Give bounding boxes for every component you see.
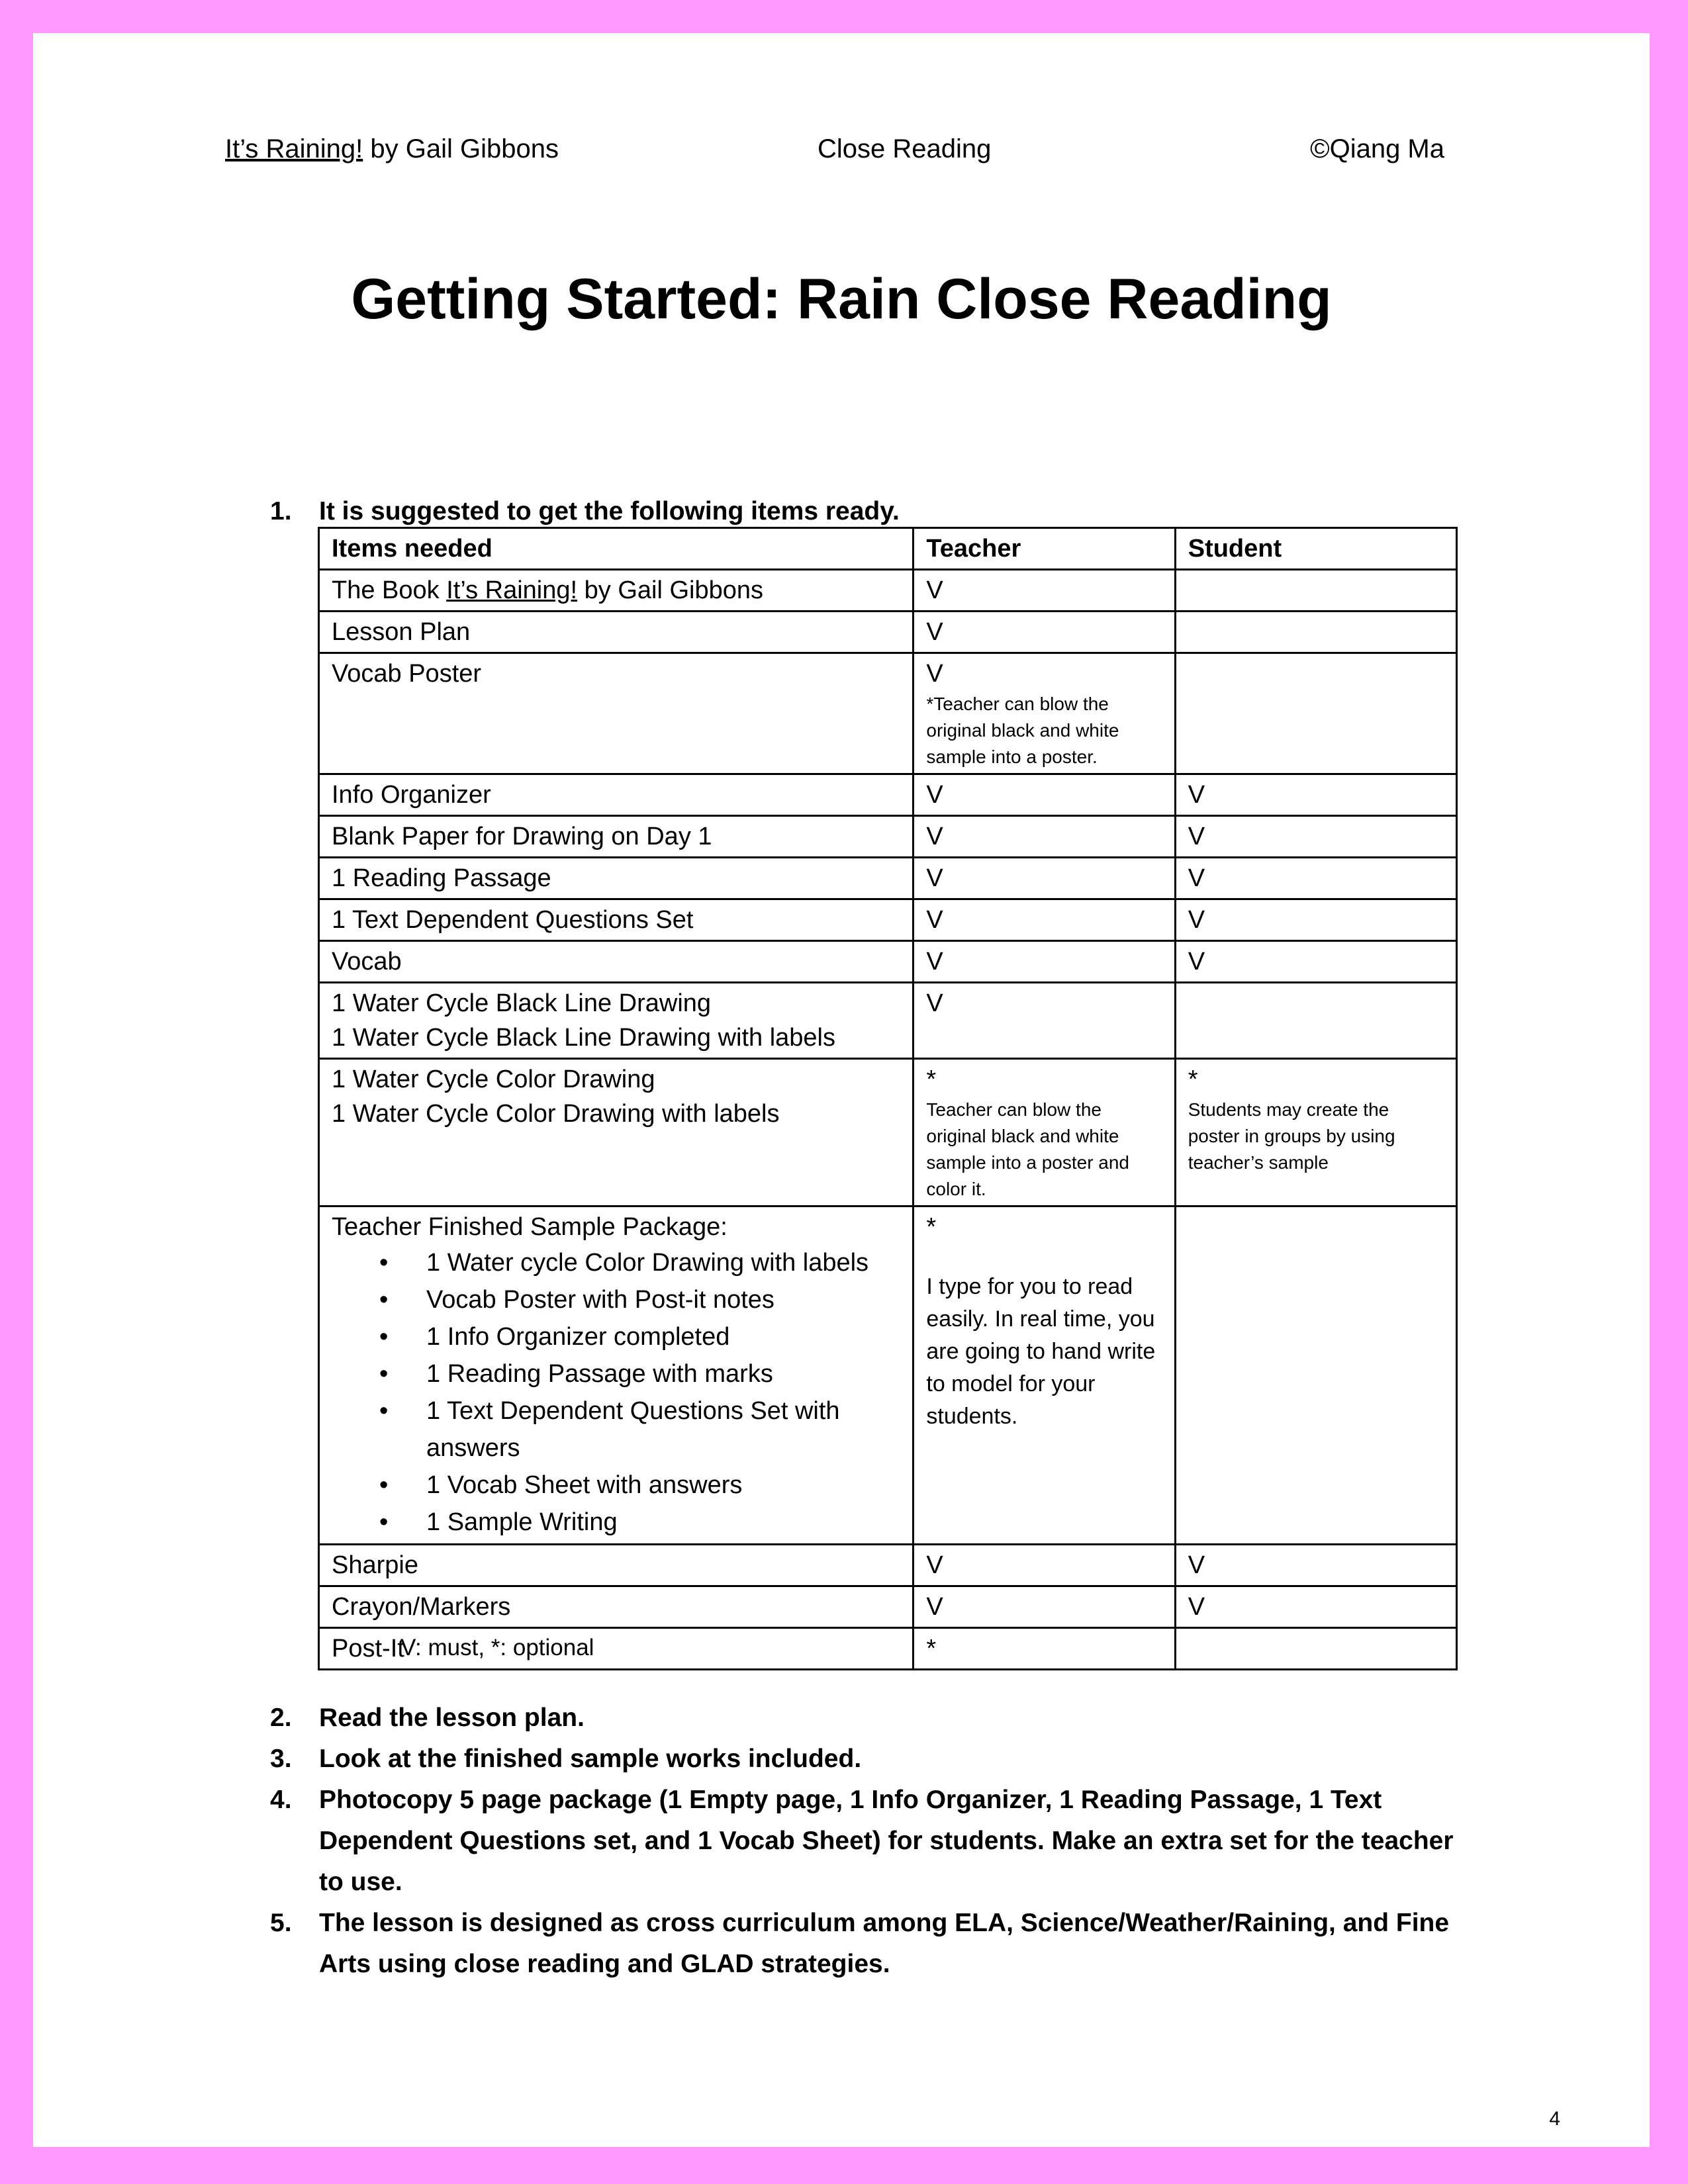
item-cell: 1 Reading Passage	[319, 858, 914, 899]
step-5	[270, 1903, 1495, 1985]
step-2	[270, 1698, 1495, 1739]
header-copyright: ©Qiang Ma	[1310, 134, 1444, 163]
student-cell	[1175, 1628, 1456, 1670]
teacher-cell: V	[914, 570, 1175, 612]
student-cell: V	[1175, 774, 1456, 816]
teacher-cell: V	[914, 774, 1175, 816]
student-cell: V	[1175, 816, 1456, 858]
teacher-cell: V	[914, 1545, 1175, 1586]
teacher-cell	[914, 1059, 1175, 1206]
table-row	[319, 1206, 1457, 1545]
bullet-icon: •	[379, 1471, 389, 1499]
student-cell	[1175, 1059, 1456, 1206]
item-cell: Sharpie	[319, 1545, 914, 1586]
item-line: 1 Water Cycle Color Drawing with labels	[332, 1100, 780, 1128]
step-text: Look at the finished sample works included.	[319, 1745, 862, 1773]
bullet-icon: •	[379, 1286, 389, 1314]
steps-list	[270, 1698, 1495, 1985]
list-item-text: 1 Text Dependent Questions Set with answers	[426, 1397, 840, 1462]
header-book-author: by Gail Gibbons	[363, 134, 559, 163]
step-text: It is suggested to get the following items ready.	[319, 497, 900, 525]
items-table	[318, 527, 1458, 1670]
column-header-items: Items needed	[319, 528, 914, 570]
step-3	[270, 1739, 1495, 1780]
item-cell	[319, 1059, 914, 1206]
table-row	[319, 774, 1457, 816]
student-cell: V	[1175, 1586, 1456, 1628]
item-cell: Lesson Plan	[319, 612, 914, 653]
table-header-row	[319, 528, 1457, 570]
table-row	[319, 1586, 1457, 1628]
list-item	[332, 1355, 900, 1392]
item-line: 1 Water Cycle Color Drawing	[332, 1066, 655, 1093]
item-line: Teacher Finished Sample Package:	[332, 1213, 727, 1241]
list-item	[332, 1318, 900, 1355]
table-row	[319, 858, 1457, 899]
item-line: 1 Water Cycle Black Line Drawing with labels	[332, 1024, 836, 1052]
table-legend: V: must, *: optional	[400, 1635, 594, 1661]
teacher-cell: V	[914, 1586, 1175, 1628]
teacher-mark: V	[926, 660, 943, 688]
table-row	[319, 816, 1457, 858]
bullet-icon: •	[379, 1360, 389, 1388]
table-row	[319, 941, 1457, 983]
student-cell: V	[1175, 1545, 1456, 1586]
teacher-mark: *	[926, 1066, 937, 1093]
item-line: 1 Water Cycle Black Line Drawing	[332, 989, 712, 1017]
list-item	[332, 1244, 900, 1281]
list-item	[332, 1392, 900, 1467]
list-item	[332, 1504, 900, 1541]
bullet-icon: •	[379, 1323, 389, 1351]
header-book-title: It’s Raining!	[225, 134, 363, 163]
step-text: The lesson is designed as cross curriculum among ELA, Science/Weather/Raining, and Fine Arts using close reading and GLAD strategies.	[319, 1909, 1450, 1978]
bullet-icon: •	[379, 1249, 389, 1277]
student-cell	[1175, 570, 1456, 612]
step-number: 5.	[270, 1909, 292, 1937]
item-cell	[319, 570, 914, 612]
teacher-note: Teacher can blow the original black and white sample into a poster and color it.	[926, 1099, 1130, 1199]
item-cell: Post-It	[319, 1628, 914, 1670]
teacher-mark: *	[926, 1213, 937, 1241]
column-header-student: Student	[1175, 528, 1456, 570]
item-cell: Vocab	[319, 941, 914, 983]
table-row	[319, 1059, 1457, 1206]
step-number: 1.	[270, 497, 292, 525]
step-number: 2.	[270, 1704, 292, 1732]
teacher-cell: V	[914, 612, 1175, 653]
column-header-teacher: Teacher	[914, 528, 1175, 570]
list-item-text: Vocab Poster with Post-it notes	[426, 1286, 774, 1314]
document-page	[33, 33, 1650, 2147]
sample-package-list	[332, 1244, 900, 1541]
header-book-info	[225, 132, 559, 165]
step-number: 3.	[270, 1745, 292, 1773]
student-cell	[1175, 612, 1456, 653]
item-cell: Blank Paper for Drawing on Day 1	[319, 816, 914, 858]
list-item	[332, 1467, 900, 1504]
teacher-cell: V	[914, 941, 1175, 983]
list-item-text: 1 Reading Passage with marks	[426, 1360, 773, 1388]
table-row	[319, 612, 1457, 653]
table-row	[319, 653, 1457, 774]
student-cell: V	[1175, 858, 1456, 899]
table-row	[319, 983, 1457, 1059]
teacher-cell: V	[914, 983, 1175, 1059]
list-item-text: 1 Vocab Sheet with answers	[426, 1471, 743, 1499]
student-note: Students may create the poster in groups by using teacher’s sample	[1188, 1099, 1395, 1173]
item-cell	[319, 1206, 914, 1545]
header-center: Close Reading	[818, 134, 992, 163]
page-number: 4	[1549, 2108, 1560, 2130]
student-cell	[1175, 983, 1456, 1059]
teacher-cell	[914, 653, 1175, 774]
teacher-cell: V	[914, 816, 1175, 858]
teacher-note: *Teacher can blow the original black and white sample into a poster.	[926, 694, 1119, 767]
teacher-cell: V	[914, 899, 1175, 941]
bullet-icon: •	[379, 1397, 389, 1425]
item-cell: Info Organizer	[319, 774, 914, 816]
item-cell: Vocab Poster	[319, 653, 914, 774]
table-row	[319, 899, 1457, 941]
item-text: The Book	[332, 576, 447, 604]
list-item-text: 1 Sample Writing	[426, 1508, 618, 1536]
list-item-text: 1 Water cycle Color Drawing with labels	[426, 1249, 869, 1277]
item-book-title: It’s Raining!	[446, 576, 578, 604]
item-cell: Crayon/Markers	[319, 1586, 914, 1628]
student-cell	[1175, 653, 1456, 774]
page-title: Getting Started: Rain Close Reading	[351, 267, 1332, 331]
teacher-cell	[914, 1206, 1175, 1545]
item-text-suffix: by Gail Gibbons	[577, 576, 763, 604]
list-item-text: 1 Info Organizer completed	[426, 1323, 730, 1351]
step-text: Photocopy 5 page package (1 Empty page, 1 Info Organizer, 1 Reading Passage, 1 Text Dependent Questions set, and 1 Vocab Sheet) for students. Make an extra set for the teacher to use.	[319, 1786, 1454, 1896]
step-text: Read the lesson plan.	[319, 1704, 585, 1732]
bullet-icon: •	[379, 1508, 389, 1536]
student-mark: *	[1188, 1066, 1198, 1093]
teacher-cell: *	[914, 1628, 1175, 1670]
item-cell	[319, 983, 914, 1059]
list-item	[332, 1281, 900, 1318]
item-cell: 1 Text Dependent Questions Set	[319, 899, 914, 941]
teacher-note: I type for you to read easily. In real time, you are going to hand write to model for your students.	[926, 1274, 1156, 1429]
step-4	[270, 1780, 1495, 1903]
student-cell	[1175, 1206, 1456, 1545]
student-cell: V	[1175, 899, 1456, 941]
step-1	[270, 491, 1462, 532]
table-row	[319, 1545, 1457, 1586]
table-row	[319, 570, 1457, 612]
step-number: 4.	[270, 1786, 292, 1814]
student-cell: V	[1175, 941, 1456, 983]
teacher-cell: V	[914, 858, 1175, 899]
